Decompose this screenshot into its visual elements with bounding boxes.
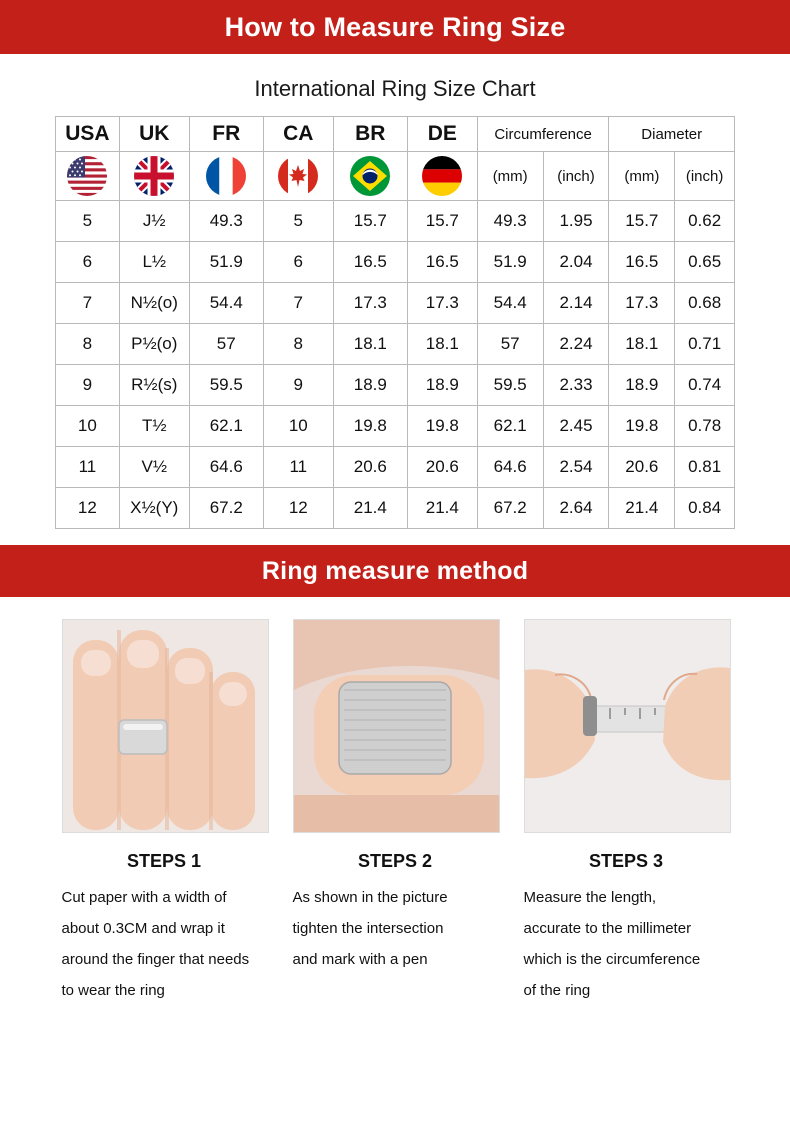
table-cell: 21.4 xyxy=(407,488,477,529)
table-cell: 64.6 xyxy=(189,447,263,488)
table-row xyxy=(56,488,735,529)
table-cell: R½(s) xyxy=(119,365,189,406)
table-cell: 2.64 xyxy=(543,488,609,529)
table-cell: 67.2 xyxy=(477,488,543,529)
table-cell: 0.62 xyxy=(675,201,735,242)
table-body xyxy=(56,201,735,529)
table-cell: 10 xyxy=(56,406,120,447)
table-cell: 0.78 xyxy=(675,406,735,447)
table-cell: 49.3 xyxy=(477,201,543,242)
header-ca: CA xyxy=(263,117,333,152)
table-cell: 2.54 xyxy=(543,447,609,488)
table-cell: 8 xyxy=(56,324,120,365)
step-3-line-3: which is the circumference xyxy=(523,951,701,968)
chart-title: International Ring Size Chart xyxy=(254,76,536,101)
ruler-measuring-strip-photo xyxy=(524,619,731,833)
step-2-line-1: As shown in the picture xyxy=(292,889,448,906)
table-cell: X½(Y) xyxy=(119,488,189,529)
page-title: How to Measure Ring Size xyxy=(224,12,566,42)
table-cell: 6 xyxy=(56,242,120,283)
table-cell: 57 xyxy=(189,324,263,365)
table-cell: 21.4 xyxy=(333,488,407,529)
table-cell: 7 xyxy=(263,283,333,324)
table-cell: 2.33 xyxy=(543,365,609,406)
flag-cell-de xyxy=(407,152,477,201)
table-row xyxy=(56,283,735,324)
flag-usa-icon xyxy=(67,156,107,196)
table-cell: 15.7 xyxy=(609,201,675,242)
step-2-description xyxy=(293,882,498,975)
unit-circumference-inch: (inch) xyxy=(543,152,609,201)
header-diameter: Diameter xyxy=(609,117,735,152)
table-cell: 17.3 xyxy=(407,283,477,324)
table-cell: 0.71 xyxy=(675,324,735,365)
table-cell: T½ xyxy=(119,406,189,447)
flag-canada-icon xyxy=(278,156,318,196)
table-cell: 15.7 xyxy=(407,201,477,242)
table-cell: 11 xyxy=(263,447,333,488)
step-2-title: STEPS 2 xyxy=(357,851,433,871)
header-fr: FR xyxy=(189,117,263,152)
table-cell: 20.6 xyxy=(407,447,477,488)
table-cell: 21.4 xyxy=(609,488,675,529)
table-cell: 2.14 xyxy=(543,283,609,324)
finger-with-paper-strip-photo xyxy=(293,619,500,833)
table-cell: 16.5 xyxy=(407,242,477,283)
table-cell: 0.81 xyxy=(675,447,735,488)
table-cell: 18.1 xyxy=(333,324,407,365)
table-cell: 54.4 xyxy=(477,283,543,324)
table-cell: 18.1 xyxy=(407,324,477,365)
table-header-row-flags xyxy=(56,152,735,201)
header-uk: UK xyxy=(119,117,189,152)
table-row xyxy=(56,406,735,447)
step-1-line-4: to wear the ring xyxy=(61,982,165,999)
table-cell: 20.6 xyxy=(609,447,675,488)
table-row xyxy=(56,324,735,365)
step-3-line-2: accurate to the millimeter xyxy=(523,920,692,937)
flag-cell-usa xyxy=(56,152,120,201)
table-row xyxy=(56,201,735,242)
step-2-line-2: tighten the intersection xyxy=(292,920,444,937)
step-3 xyxy=(524,619,729,1006)
table-cell: 51.9 xyxy=(477,242,543,283)
table-cell: 18.9 xyxy=(609,365,675,406)
table-cell: 11 xyxy=(56,447,120,488)
step-1-description xyxy=(62,882,267,1006)
table-cell: 9 xyxy=(263,365,333,406)
table-cell: 16.5 xyxy=(609,242,675,283)
table-cell: 17.3 xyxy=(333,283,407,324)
unit-circumference-mm: (mm) xyxy=(477,152,543,201)
table-cell: 16.5 xyxy=(333,242,407,283)
step-1-line-1: Cut paper with a width of xyxy=(61,889,227,906)
table-cell: L½ xyxy=(119,242,189,283)
header-de: DE xyxy=(407,117,477,152)
flag-germany-icon xyxy=(422,156,462,196)
table-cell: 2.04 xyxy=(543,242,609,283)
table-cell: 9 xyxy=(56,365,120,406)
unit-diameter-mm: (mm) xyxy=(609,152,675,201)
flag-france-icon xyxy=(206,156,246,196)
table-row xyxy=(56,242,735,283)
table-cell: 18.9 xyxy=(333,365,407,406)
table-cell: 20.6 xyxy=(333,447,407,488)
table-cell: 49.3 xyxy=(189,201,263,242)
flag-cell-fr xyxy=(189,152,263,201)
table-cell: 8 xyxy=(263,324,333,365)
header-circumference: Circumference xyxy=(477,117,609,152)
table-cell: 12 xyxy=(56,488,120,529)
table-cell: 64.6 xyxy=(477,447,543,488)
table-cell: 19.8 xyxy=(407,406,477,447)
table-cell: 18.1 xyxy=(609,324,675,365)
step-1-title: STEPS 1 xyxy=(126,851,202,871)
step-3-description xyxy=(524,882,729,1006)
table-cell: J½ xyxy=(119,201,189,242)
table-cell: 0.74 xyxy=(675,365,735,406)
header-br: BR xyxy=(333,117,407,152)
table-cell: 59.5 xyxy=(189,365,263,406)
table-cell: 0.84 xyxy=(675,488,735,529)
header-usa: USA xyxy=(56,117,120,152)
step-1 xyxy=(62,619,267,1006)
step-1-line-3: around the finger that needs xyxy=(61,951,250,968)
table-cell: 10 xyxy=(263,406,333,447)
flag-cell-br xyxy=(333,152,407,201)
table-cell: 18.9 xyxy=(407,365,477,406)
table-cell: 51.9 xyxy=(189,242,263,283)
table-header-row-countries xyxy=(56,117,735,152)
table-row xyxy=(56,365,735,406)
table-cell: 54.4 xyxy=(189,283,263,324)
step-3-line-1: Measure the length, xyxy=(523,889,657,906)
ring-size-table xyxy=(55,116,735,529)
step-2-line-3: and mark with a pen xyxy=(292,951,428,968)
table-cell: 57 xyxy=(477,324,543,365)
table-cell: 62.1 xyxy=(189,406,263,447)
step-2 xyxy=(293,619,498,1006)
step-3-title: STEPS 3 xyxy=(588,851,664,871)
unit-diameter-inch: (inch) xyxy=(675,152,735,201)
step-3-line-4: of the ring xyxy=(523,982,591,999)
table-cell: 2.45 xyxy=(543,406,609,447)
table-cell: 0.68 xyxy=(675,283,735,324)
table-cell: 7 xyxy=(56,283,120,324)
table-cell: 12 xyxy=(263,488,333,529)
table-cell: 6 xyxy=(263,242,333,283)
table-cell: 1.95 xyxy=(543,201,609,242)
table-cell: 62.1 xyxy=(477,406,543,447)
table-cell: 5 xyxy=(263,201,333,242)
table-cell: 59.5 xyxy=(477,365,543,406)
flag-uk-icon xyxy=(134,156,174,196)
steps-container xyxy=(0,597,790,1006)
table-cell: 0.65 xyxy=(675,242,735,283)
table-cell: V½ xyxy=(119,447,189,488)
method-title-banner xyxy=(0,545,790,597)
table-cell: P½(o) xyxy=(119,324,189,365)
table-cell: 19.8 xyxy=(333,406,407,447)
table-cell: 67.2 xyxy=(189,488,263,529)
flag-cell-ca xyxy=(263,152,333,201)
flag-brazil-icon xyxy=(350,156,390,196)
method-title: Ring measure method xyxy=(261,557,529,585)
hand-with-ring-photo xyxy=(62,619,269,833)
table-cell: 19.8 xyxy=(609,406,675,447)
table-cell: 15.7 xyxy=(333,201,407,242)
table-cell: 17.3 xyxy=(609,283,675,324)
size-chart-container xyxy=(0,116,790,529)
flag-cell-uk xyxy=(119,152,189,201)
table-row xyxy=(56,447,735,488)
table-cell: 2.24 xyxy=(543,324,609,365)
step-1-line-2: about 0.3CM and wrap it xyxy=(61,920,225,937)
table-cell: N½(o) xyxy=(119,283,189,324)
table-cell: 5 xyxy=(56,201,120,242)
page-title-banner xyxy=(0,0,790,54)
